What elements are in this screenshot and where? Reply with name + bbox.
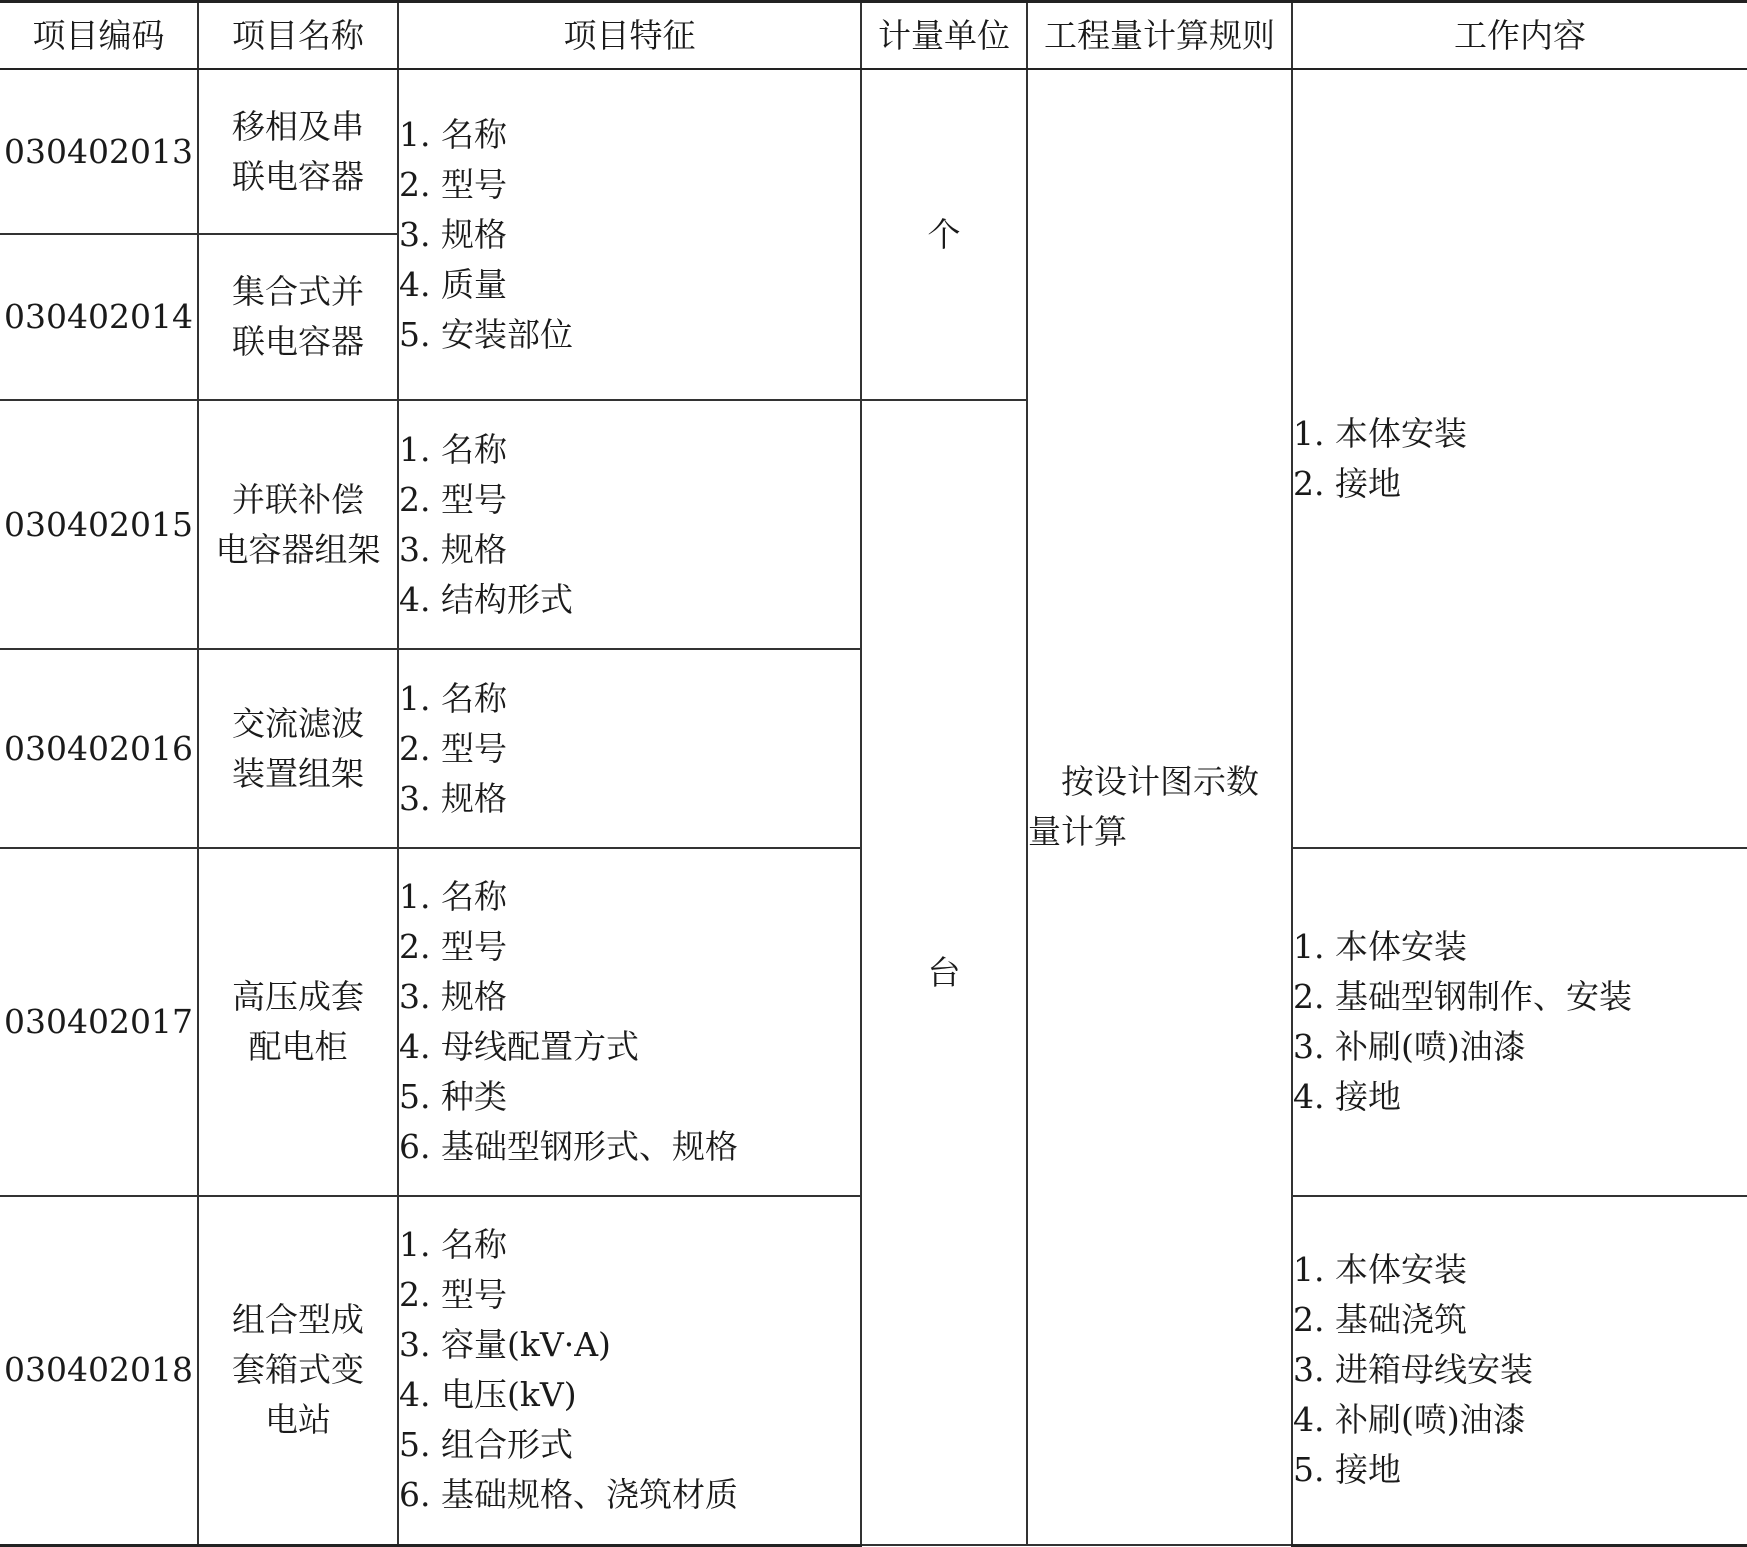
unit-cell: 台 [861, 400, 1027, 1545]
header-code: 项目编码 [0, 2, 198, 70]
header-name: 项目名称 [198, 2, 398, 70]
item-code: 030402017 [0, 848, 198, 1196]
work-item: 1. 本体安装 [1293, 1250, 1467, 1290]
item-name [198, 400, 398, 649]
work-item: 2. 基础型钢制作、安装 [1293, 977, 1632, 1016]
item-name-line: 交流滤波 [232, 703, 364, 743]
unit-cell: 个 [861, 69, 1027, 400]
work-item: 3. 补刷(喷)油漆 [1293, 1027, 1526, 1066]
feature-item: 6. 基础型钢形式、规格 [399, 1127, 738, 1166]
item-name [198, 649, 398, 848]
work-item: 3. 进箱母线安装 [1293, 1350, 1533, 1390]
item-features [398, 400, 861, 649]
item-name-line: 电容器组架 [215, 529, 381, 569]
item-name [198, 848, 398, 1196]
feature-item: 5. 安装部位 [399, 314, 573, 354]
item-features [398, 649, 861, 848]
header-rule: 工程量计算规则 [1027, 2, 1292, 70]
item-code: 030402018 [0, 1196, 198, 1545]
header-work: 工作内容 [1292, 2, 1747, 70]
feature-item: 5. 种类 [399, 1077, 507, 1116]
feature-item: 3. 规格 [399, 977, 507, 1016]
item-features [398, 1196, 861, 1545]
feature-item: 4. 母线配置方式 [399, 1027, 639, 1066]
item-code: 030402016 [0, 649, 198, 848]
table-row [0, 69, 1747, 234]
item-code: 030402015 [0, 400, 198, 649]
header-unit: 计量单位 [861, 2, 1027, 70]
feature-item: 4. 结构形式 [399, 579, 573, 619]
work-item: 1. 本体安装 [1293, 927, 1467, 966]
item-name-line: 联电容器 [232, 322, 364, 361]
feature-item: 6. 基础规格、浇筑材质 [399, 1475, 738, 1515]
item-name-line: 组合型成 [232, 1300, 364, 1340]
feature-item: 3. 规格 [399, 214, 507, 254]
calculation-rule [1027, 69, 1292, 1545]
item-name-line: 电站 [265, 1400, 331, 1440]
feature-item: 2. 型号 [399, 728, 507, 768]
feature-item: 2. 型号 [399, 479, 507, 519]
feature-item: 5. 组合形式 [399, 1425, 573, 1465]
item-name-line: 套箱式变 [232, 1350, 364, 1390]
feature-item: 2. 型号 [399, 164, 507, 204]
work-item: 4. 接地 [1293, 1077, 1401, 1116]
feature-item: 4. 电压(kV) [399, 1375, 577, 1415]
header-features: 项目特征 [398, 2, 861, 70]
item-features [398, 69, 861, 400]
feature-item: 1. 名称 [399, 877, 507, 916]
feature-item: 3. 容量(kV·A) [399, 1325, 611, 1365]
feature-item: 1. 名称 [399, 429, 507, 469]
feature-item: 2. 型号 [399, 1275, 507, 1315]
work-content [1292, 69, 1747, 848]
feature-item: 4. 质量 [399, 264, 507, 304]
item-name-line: 联电容器 [232, 156, 364, 196]
feature-item: 3. 规格 [399, 529, 507, 569]
feature-item: 1. 名称 [399, 114, 507, 154]
item-name-line: 高压成套 [232, 977, 364, 1016]
item-name [198, 234, 398, 400]
item-code: 030402013 [0, 69, 198, 234]
feature-item: 1. 名称 [399, 678, 507, 718]
calculation-rule-text: 按设计图示数量计算 [1028, 762, 1259, 851]
work-item: 4. 补刷(喷)油漆 [1293, 1400, 1526, 1440]
item-features [398, 848, 861, 1196]
feature-item: 3. 规格 [399, 778, 507, 818]
feature-item: 1. 名称 [399, 1225, 507, 1265]
work-item: 2. 接地 [1293, 463, 1401, 503]
work-item: 5. 接地 [1293, 1450, 1401, 1490]
item-name-line: 装置组架 [232, 753, 364, 793]
item-code: 030402014 [0, 234, 198, 400]
item-name [198, 1196, 398, 1545]
item-name-line: 移相及串 [232, 106, 364, 146]
header-row [0, 2, 1747, 70]
item-name-line: 集合式并 [232, 272, 364, 311]
work-item: 2. 基础浇筑 [1293, 1300, 1467, 1340]
work-content [1292, 1196, 1747, 1545]
item-name-line: 并联补偿 [232, 479, 364, 519]
item-name-line: 配电柜 [248, 1027, 348, 1066]
item-name [198, 69, 398, 234]
feature-item: 2. 型号 [399, 927, 507, 966]
work-item: 1. 本体安装 [1293, 413, 1467, 453]
work-content [1292, 848, 1747, 1196]
